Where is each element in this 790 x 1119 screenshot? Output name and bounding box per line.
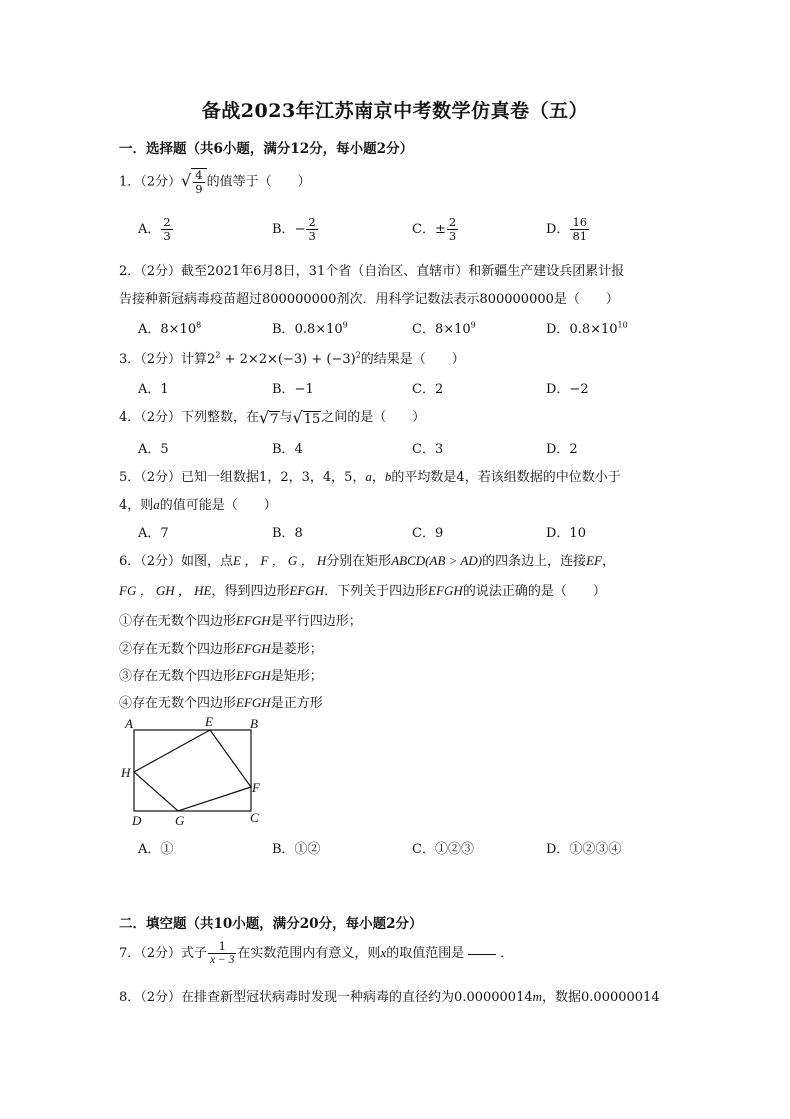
q5-option-a[interactable]: A．7 <box>138 526 169 541</box>
q1-rad-num: 4 <box>195 168 203 182</box>
q6-statement-4: ④存在无数个四边形EFGH是正方形 <box>119 695 323 711</box>
label-e: E <box>205 714 213 729</box>
rectangle-efgh-figure <box>115 712 275 832</box>
q1-rad-den: 9 <box>195 182 203 196</box>
sqrt-4-over-9: √ $\frac{4}{9}$ <box>181 168 207 196</box>
label-f: F <box>252 780 260 795</box>
q6-line-1: 6．（2分）如图，点E ， F ， G ， H分别在矩形ABCD(AB > AD)的四条边上，连接EF， <box>119 553 616 569</box>
label-d: D <box>132 813 142 828</box>
q4-option-b[interactable]: B．4 <box>272 442 303 457</box>
q1-option-c[interactable]: C．± $\frac{2}{3}$ <box>412 215 457 243</box>
section-heading-fill: 二．填空题（共10小题，满分20分，每小题2分） <box>119 916 423 932</box>
q6-statement-1: ①存在无数个四边形EFGH是平行四边形； <box>119 613 362 629</box>
quadrilateral-efgh <box>134 730 251 811</box>
q6-option-a[interactable]: A．① <box>138 842 174 857</box>
q1-option-d[interactable]: D． $\frac{16}{81}$ <box>546 215 588 243</box>
q6-line-2: FG ， GH ， HE，得到四边形EFGH．下列关于四边形EFGH的说法正确的是（ ） <box>119 583 606 599</box>
q6-option-c[interactable]: C．①②③ <box>412 842 474 857</box>
q3-option-d[interactable]: D．−2 <box>546 382 589 397</box>
question-1 <box>119 168 311 196</box>
q5-option-d[interactable]: D．10 <box>546 526 586 541</box>
q1-option-a[interactable]: A． $\frac{2}{3}$ <box>138 215 171 243</box>
label-g: G <box>175 813 185 828</box>
q5-line-1: 5．（2分）已知一组数据1，2，3，4，5，a，b的平均数是4，若该组数据的中位数小于 <box>119 469 621 485</box>
q2-option-a[interactable]: A．$8\times 10^8$ <box>138 320 202 337</box>
label-c: C <box>250 810 259 825</box>
q5-option-c[interactable]: C．9 <box>412 526 444 541</box>
q5-option-b[interactable]: B．8 <box>272 526 303 541</box>
sqrt-7: √7 <box>259 408 279 427</box>
q2-option-d[interactable]: D．$0.8\times 10^{10}$ <box>546 320 628 337</box>
q1-option-b[interactable]: B．− $\frac{2}{3}$ <box>272 215 316 243</box>
label-b: B <box>250 716 258 731</box>
q1-prefix: 1．（2分） <box>119 174 182 190</box>
q1-suffix: 的值等于（ ） <box>206 174 311 190</box>
label-a: A <box>125 716 133 731</box>
q5-line-2: 4，则a的值可能是（ ） <box>119 497 277 513</box>
section-heading-choice: 一．选择题（共6小题，满分12分，每小题2分） <box>119 141 414 157</box>
q3-option-c[interactable]: C．2 <box>412 382 444 397</box>
q3-option-b[interactable]: B．−1 <box>272 382 314 397</box>
question-4: 4．（2分）下列整数，在√7与√15之间的是（ ） <box>119 408 426 427</box>
question-3: 3．（2分）计算$2^2 + 2\times 2\times(-3) + (-3)^2$的结果是（ ） <box>119 350 465 367</box>
sqrt-15: √15 <box>292 408 321 427</box>
q6-statement-2: ②存在无数个四边形EFGH是菱形； <box>119 641 323 657</box>
q6-option-b[interactable]: B．①② <box>272 842 321 857</box>
q2-option-b[interactable]: B．$0.8\times 10^9$ <box>272 320 348 337</box>
q6-option-d[interactable]: D．①②③④ <box>546 842 622 857</box>
q3-option-a[interactable]: A．1 <box>138 382 169 397</box>
question-8: 8．（2分）在排查新型冠状病毒时发现一种病毒的直径约为0.00000014m，数据0.00000014 <box>119 989 660 1005</box>
q4-option-c[interactable]: C．3 <box>412 442 444 457</box>
q6-statement-3: ③存在无数个四边形EFGH是矩形； <box>119 668 323 684</box>
page-title: 备战2023年江苏南京中考数学仿真卷（五） <box>201 100 589 122</box>
q2-option-c[interactable]: C．$8\times 10^9$ <box>412 320 476 337</box>
q2-line-2: 告接种新冠病毒疫苗超过800000000剂次．用科学记数法表示800000000是（ ） <box>119 292 619 307</box>
rectangle-abcd <box>134 730 251 811</box>
q2-line-1: 2．（2分）截至2021年6月8日，31个省（自治区、直辖市）和新疆生产建设兵团累计报 <box>119 264 625 279</box>
label-h: H <box>121 765 131 780</box>
q4-option-d[interactable]: D．2 <box>546 442 578 457</box>
question-7: 7．（2分）式子 $\frac{1}{x - 3}$ 在实数范围内有意义，则x的取值范围是 ． <box>119 939 514 966</box>
q4-option-a[interactable]: A．5 <box>138 442 169 457</box>
answer-blank[interactable] <box>468 953 496 955</box>
